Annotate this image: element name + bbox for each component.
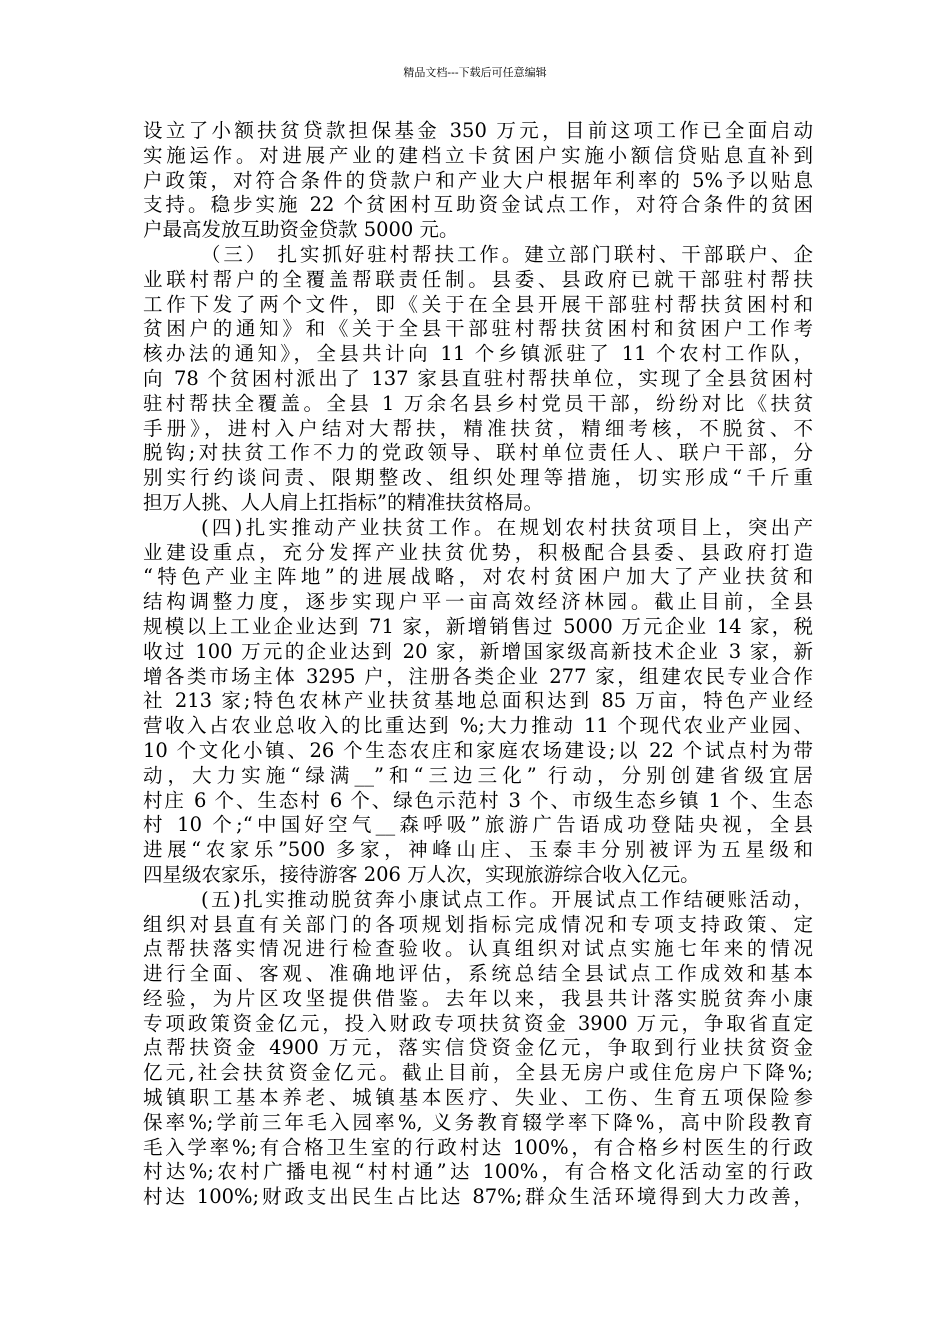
text-line: 专项政策资金亿元，投入财政专项扶贫资金 3900 万元，争取省直定 <box>143 1011 813 1035</box>
text-line: 结构调整力度，逐步实现户平一亩高效经济林园。截止目前，全县 <box>143 590 813 614</box>
text-line: 经验，为片区攻坚提供借鉴。去年以来，我县共计落实脱贫奔小康 <box>143 986 813 1010</box>
text-line: 手册》，进村入户结对大帮扶，精准扶贫，精细考核，不脱贫、不 <box>143 416 813 440</box>
text-line: 增各类市场主体 3295 户，注册各类企业 277 家，组建农民专业合作 <box>143 664 813 688</box>
text-line: 规模以上工业企业达到 71 家，新增销售过 5000 万元企业 14 家，税 <box>143 614 813 638</box>
text-line: 组织对县直有关部门的各项规划指标完成情况和专项支持政策、定 <box>143 912 813 936</box>
text-line: 向 78 个贫困村派出了 137 家县直驻村帮扶单位，实现了全县贫困村 <box>143 366 813 390</box>
text-line: 保率%;学前三年毛入园率%, 义务教育辍学率下降%，高中阶段教育 <box>143 1110 813 1134</box>
paragraph-first-line: （三） 扎实抓好驻村帮扶工作。建立部门联村、干部联户、企 <box>201 242 813 266</box>
text-line: 户最高发放互助资金贷款 5000 元。 <box>143 218 459 242</box>
text-line: 动，大力实施“绿满__”和“三边三化” 行动，分别创建省级宜居 <box>143 763 813 787</box>
text-line: 进行全面、客观、准确地评估，系统总结全县试点工作成效和基本 <box>143 962 813 986</box>
paragraph-first-line: (四)扎实推动产业扶贫工作。在规划农村扶贫项目上，突出产 <box>201 515 813 539</box>
text-line: 城镇职工基本养老、城镇基本医疗、失业、工伤、生育五项保险参 <box>143 1086 813 1110</box>
text-line: 业建设重点，充分发挥产业扶贫优势，积极配合县委、县政府打造 <box>143 540 813 564</box>
text-line: 亿元,社会扶贫资金亿元。截止目前，全县无房户或住危房户下降%; <box>143 1061 813 1085</box>
text-line: 村 10 个;“中国好空气__森呼吸”旅游广告语成功登陆央视，全县 <box>143 813 813 837</box>
text-line: 脱钩;对扶贫工作不力的党政领导、联村单位责任人、联户干部，分 <box>143 441 813 465</box>
text-line: 实施运作。对进展产业的建档立卡贫困户实施小额信贷贴息直补到 <box>143 143 813 167</box>
text-line: 村达%;农村广播电视“村村通”达 100%，有合格文化活动室的行政 <box>143 1160 813 1184</box>
text-line: 核办法的通知》，全县共计向 11 个乡镇派驻了 11 个农村工作队， <box>143 342 813 366</box>
text-line: 担万人挑、人人肩上扛指标”的精准扶贫格局。 <box>143 490 543 514</box>
text-line: 毛入学率%;有合格卫生室的行政村达 100%，有合格乡村医生的行政 <box>143 1135 813 1159</box>
page-header: 精品文档---下载后可任意编辑 <box>403 66 547 79</box>
text-line: 收过 100 万元的企业达到 20 家，新增国家级高新技术企业 3 家，新 <box>143 639 813 663</box>
text-line: 四星级农家乐，接待游客 206 万人次，实现旅游综合收入亿元。 <box>143 862 700 886</box>
text-line: 驻村帮扶全覆盖。全县 1 万余名县乡村党员干部，纷纷对比《扶贫 <box>143 391 813 415</box>
text-line: 村达 100%;财政支出民生占比达 87%;群众生活环境得到大力改善， <box>143 1185 813 1209</box>
document-body <box>143 119 813 1210</box>
text-line: 支持。稳步实施 22 个贫困村互助资金试点工作，对符合条件的贫困 <box>143 193 813 217</box>
text-line: 村庄 6 个、生态村 6 个、绿色示范村 3 个、市级生态乡镇 1 个、生态 <box>143 788 813 812</box>
paragraph-first-line: (五)扎实推动脱贫奔小康试点工作。开展试点工作结硬账活动， <box>201 887 813 911</box>
text-line: 业联村帮户的全覆盖帮联责任制。县委、县政府已就干部驻村帮扶 <box>143 267 813 291</box>
text-line: 10 个文化小镇、26 个生态农庄和家庭农场建设;以 22 个试点村为带 <box>143 738 813 762</box>
text-line: 别实行约谈问责、限期整改、组织处理等措施，切实形成“千斤重 <box>143 466 813 490</box>
text-line: 点帮扶资金 4900 万元，落实信贷资金亿元，争取到行业扶贫资金 <box>143 1036 813 1060</box>
text-line: 社 213 家;特色农林产业扶贫基地总面积达到 85 万亩，特色产业经 <box>143 689 813 713</box>
text-line: “特色产业主阵地”的进展战略，对农村贫困户加大了产业扶贫和 <box>143 565 813 589</box>
text-line: 营收入占农业总收入的比重达到 %;大力推动 11 个现代农业产业园、 <box>143 714 813 738</box>
text-line: 设立了小额扶贫贷款担保基金 350 万元，目前这项工作已全面启动 <box>143 119 813 142</box>
text-line: 进展“农家乐”500 多家，神峰山庄、玉泰丰分别被评为五星级和 <box>143 838 813 862</box>
text-line: 户政策，对符合条件的贷款户和产业大户根据年利率的 5%予以贴息 <box>143 168 813 192</box>
text-line: 贫困户的通知》和《关于全县干部驻村帮扶贫困村和贫困户工作考 <box>143 317 813 341</box>
text-line: 点帮扶落实情况进行检查验收。认真组织对试点实施七年来的情况 <box>143 937 813 961</box>
text-line: 工作下发了两个文件，即《关于在全县开展干部驻村帮扶贫困村和 <box>143 292 813 316</box>
